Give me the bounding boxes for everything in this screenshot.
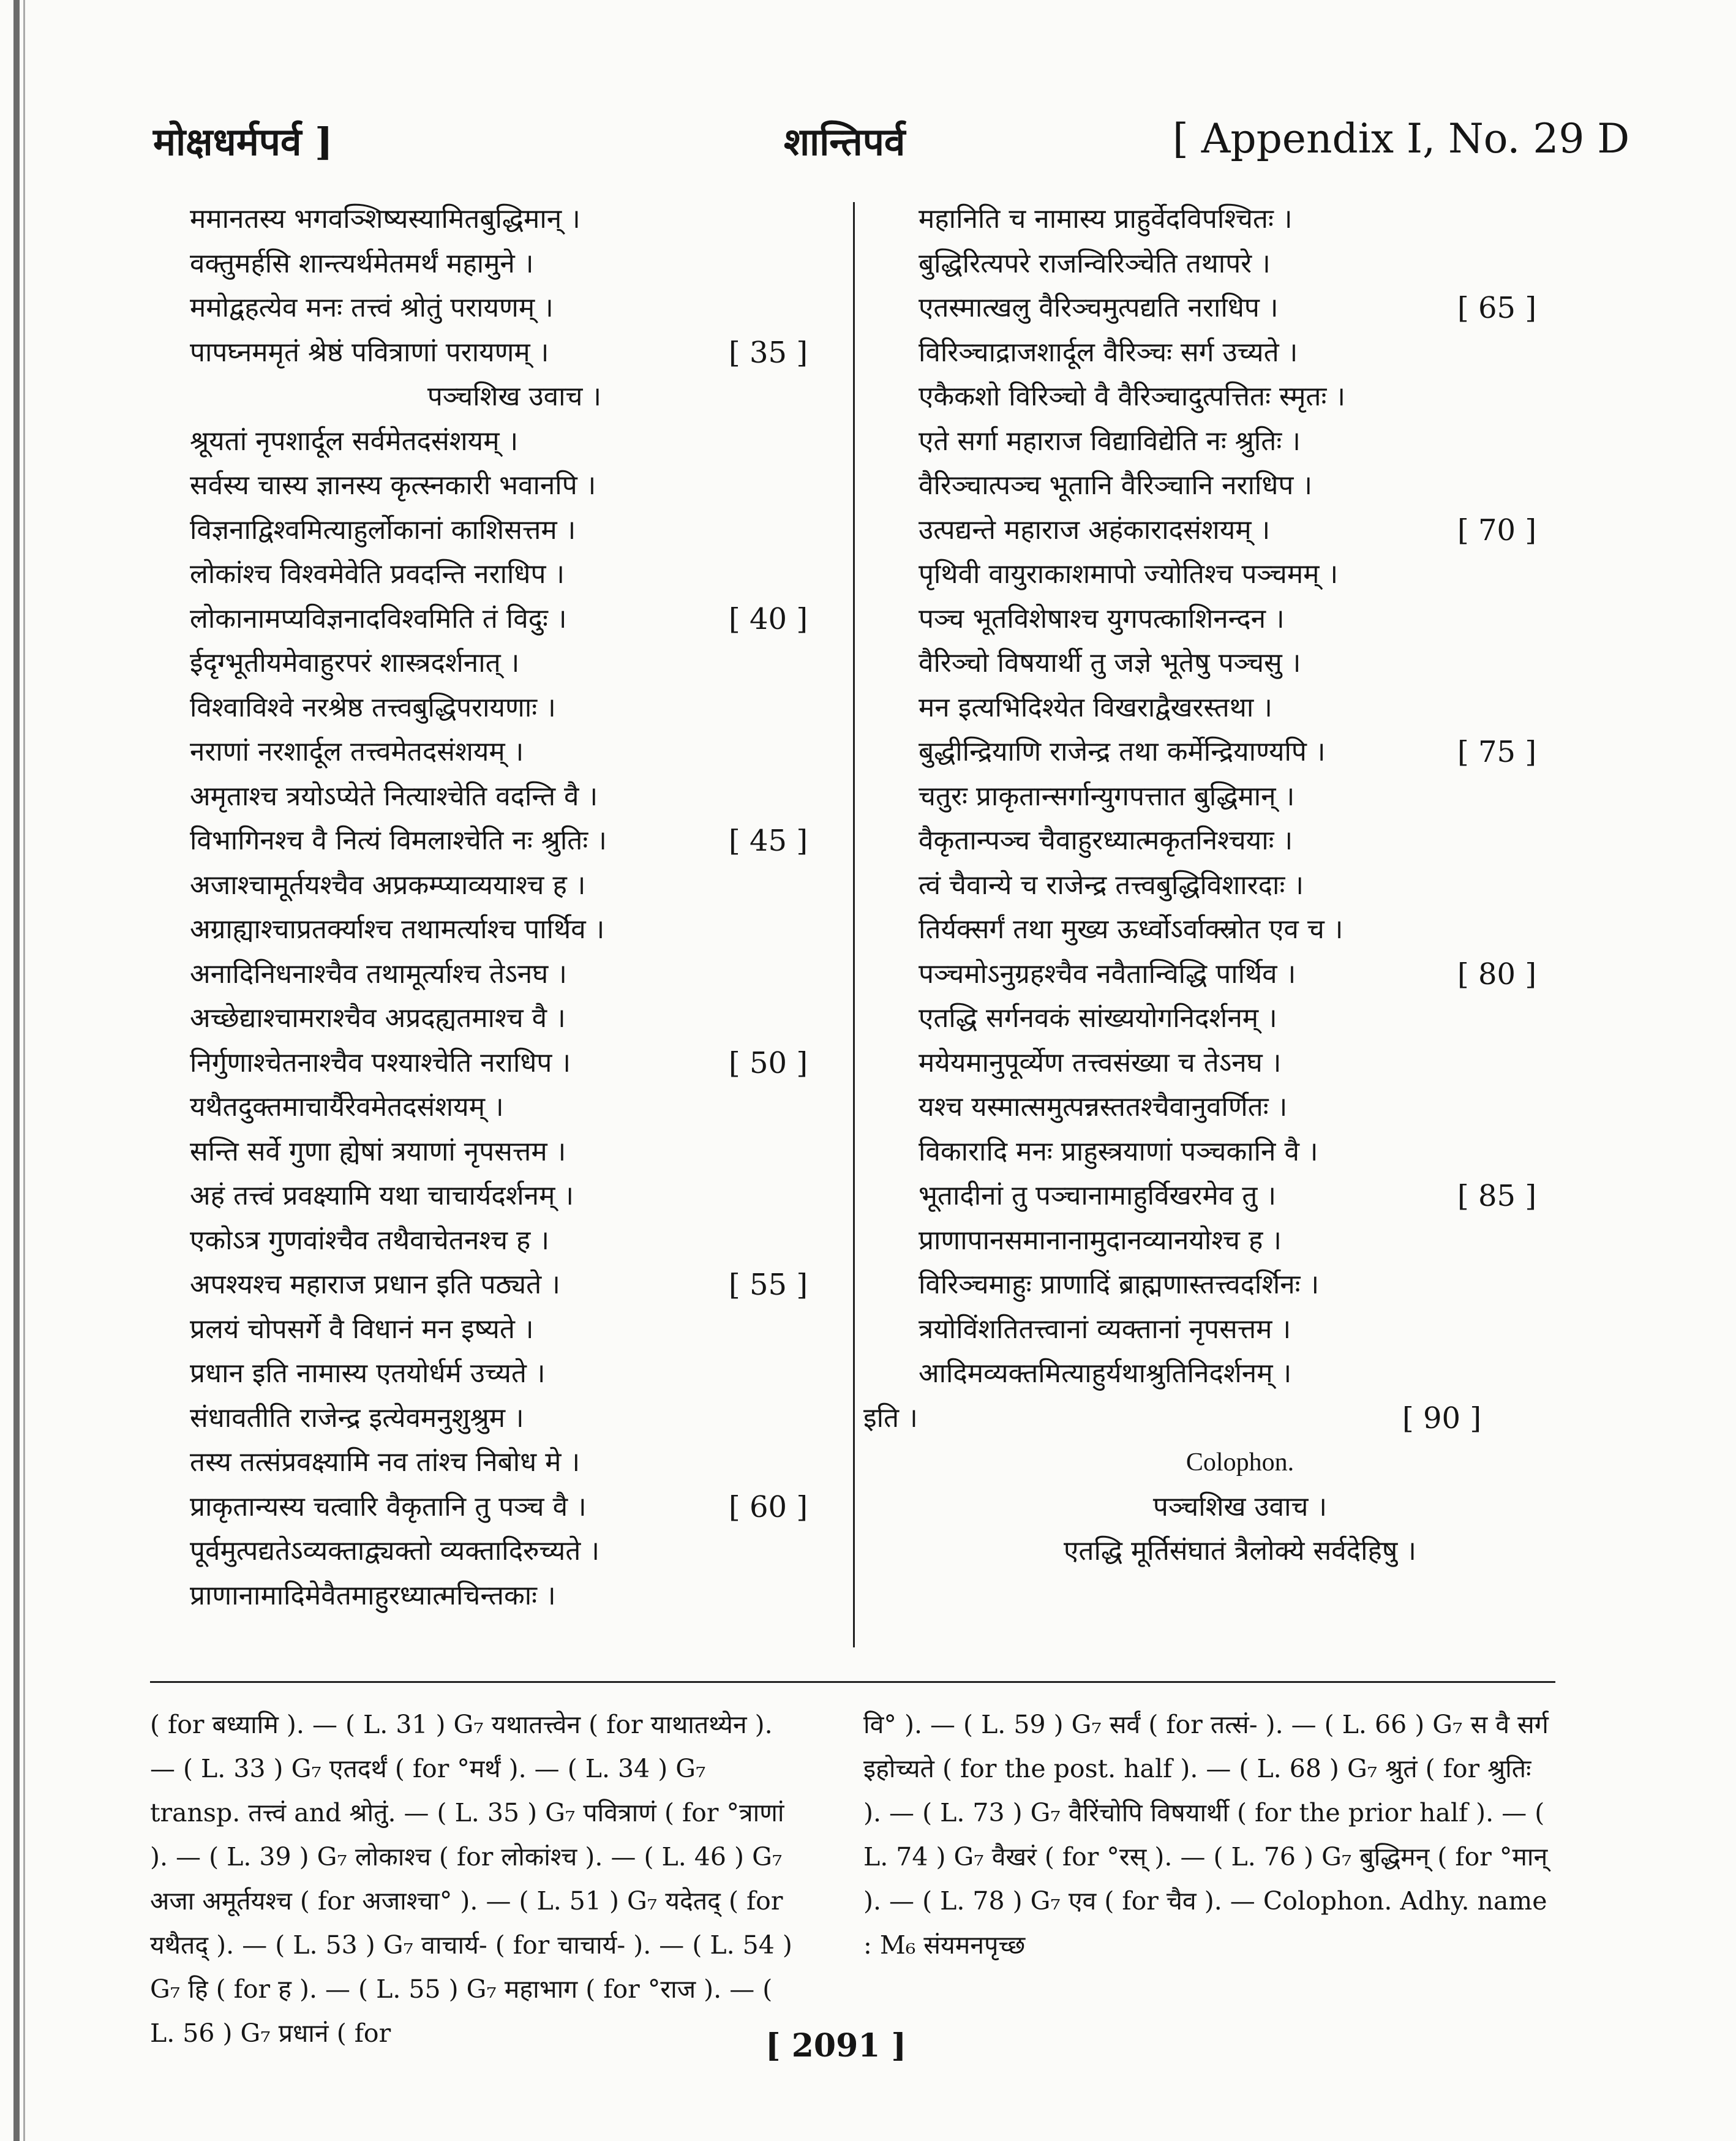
binding-edge-line xyxy=(23,0,25,2141)
verse-line xyxy=(190,1574,839,1619)
verse-number: [ 80 ] xyxy=(1457,957,1537,991)
verse-number: [ 40 ] xyxy=(729,601,808,636)
verse-line xyxy=(190,641,839,686)
verse-line xyxy=(190,1219,839,1263)
verse-text: तस्य तत्संप्रवक्ष्यामि नव तांश्च निबोध मे । xyxy=(190,1447,581,1478)
verse-text: अग्राह्याश्चाप्रतर्क्याश्च तथामर्त्याश्च पार्थिव । xyxy=(190,914,605,945)
verse-line xyxy=(919,597,1561,642)
verse-text: मयेयमानुपूर्व्येण तत्त्वसंख्या च तेऽनघ । xyxy=(919,1047,1282,1078)
verse-line xyxy=(190,730,839,775)
verse-line xyxy=(190,286,839,331)
verse-text: पञ्चशिख उवाच । xyxy=(427,381,602,412)
verse-line xyxy=(190,1396,839,1441)
verse-text: एकैकशो विरिञ्चो वै वैरिञ्चादुत्पत्तितः स्मृतः । xyxy=(919,381,1346,412)
verse-number: [ 50 ] xyxy=(729,1045,808,1080)
verse-text: निर्गुणाश्चेतनाश्चैव पश्याश्चेति नराधिप । xyxy=(190,1047,571,1078)
verse-line xyxy=(190,775,839,819)
verse-text: आदिमव्यक्तमित्याहुर्यथाश्रुतिनिदर्शनम् । xyxy=(919,1358,1292,1389)
verse-text: चतुरः प्राकृतान्सर्गान्युगपत्तात बुद्धिमान् । xyxy=(919,780,1295,812)
verse-line xyxy=(919,864,1561,908)
verse-line xyxy=(919,1263,1561,1308)
verse-line xyxy=(190,1041,839,1086)
verse-text: प्रलयं चोपसर्गे वै विधानं मन इष्यते । xyxy=(190,1313,534,1345)
verse-line xyxy=(919,508,1561,553)
verse-line xyxy=(190,1352,839,1396)
verse-text: प्रधान इति नामास्य एतयोर्धर्म उच्यते । xyxy=(190,1358,546,1389)
verse-text: लोकानामप्यविज्ञनादविश्वमिति तं विदुः । xyxy=(190,603,567,634)
verse-text: एतस्मात्खलु वैरिञ्चमुत्पद्यति नराधिप । xyxy=(919,292,1279,323)
verse-text: विज्ञनाद्विश्वमित्याहुर्लोकानां काशिसत्तम । xyxy=(190,514,576,546)
verse-line xyxy=(919,908,1561,952)
verse-number: [ 45 ] xyxy=(729,824,808,858)
verse-number: [ 70 ] xyxy=(1457,513,1537,547)
footnotes-right: वि° ). — ( L. 59 ) G₇ सर्वं ( for तत्सं- ). — ( L. 66 ) G₇ स वै सर्ग इहोच्यते ( for the post. half ). — ( L. 68 ) G₇ श्रुतं ( for श्रुतिः ). — ( L. 73 ) G₇ वैरिंचोपि विषयार्थी ( for the prior half ). — ( L. 74 ) G₇ वैखरं ( for °रस् ). — ( L. 76 ) G₇ बुद्धिमन् ( for °मान् ). — ( L. 78 ) G₇ एव ( for चैव ). — Colophon. Adhy. name : M₆ संयमनपृच्छ xyxy=(863,1710,1549,1960)
column-divider xyxy=(853,202,855,1647)
verse-line xyxy=(190,197,839,242)
verse-line xyxy=(919,1440,1561,1485)
verse-line xyxy=(190,908,839,952)
verse-text: एतद्धि सर्गनवकं सांख्ययोगनिदर्शनम् । xyxy=(919,1003,1277,1034)
verse-text: विश्वाविश्वे नरश्रेष्ठ तत्त्वबुद्धिपरायणाः । xyxy=(190,691,556,723)
verse-text: पञ्चमोऽनुग्रहश्चैव नवैतान्विद्धि पार्थिव । xyxy=(919,958,1296,990)
verse-line xyxy=(919,1485,1561,1530)
verse-line xyxy=(190,1263,839,1308)
verse-line xyxy=(919,1130,1561,1175)
verse-number: [ 85 ] xyxy=(1457,1179,1537,1213)
verse-line xyxy=(190,1440,839,1485)
verse-line xyxy=(190,508,839,553)
verse-line xyxy=(190,420,839,464)
verse-line xyxy=(190,464,839,508)
verse-line xyxy=(919,464,1561,508)
verse-text: त्वं चैवान्ये च राजेन्द्र तत्त्वबुद्धिविशारदाः । xyxy=(919,869,1304,901)
verse-text: पञ्चशिख उवाच । xyxy=(1152,1491,1328,1522)
verse-text: यथैतदुक्तमाचार्यैरेवमेतदसंशयम् । xyxy=(190,1091,504,1123)
verse-text: विरिञ्चाद्राजशार्दूल वैरिञ्चः सर्ग उच्यते । xyxy=(919,336,1298,368)
verse-text: पृथिवी वायुराकाशमापो ज्योतिश्च पञ्चमम् । xyxy=(919,559,1339,590)
verse-line xyxy=(190,996,839,1041)
verse-number: [ 35 ] xyxy=(729,335,808,370)
verse-text: Colophon. xyxy=(1186,1448,1294,1477)
verse-text: विभागिनश्च वै नित्यं विमलाश्चेति नः श्रुतिः । xyxy=(190,825,607,856)
verse-line xyxy=(919,1041,1561,1086)
verse-line xyxy=(919,242,1561,287)
verse-text: महानिति च नामास्य प्राहुर्वेदविपश्चितः । xyxy=(919,203,1293,235)
verse-line xyxy=(190,552,839,597)
verse-number: [ 90 ] xyxy=(1402,1401,1482,1435)
verse-text: त्रयोविंशतितत्त्वानां व्यक्तानां नृपसत्तम । xyxy=(919,1313,1291,1345)
verse-line xyxy=(919,197,1561,242)
verse-line xyxy=(190,597,839,642)
verse-text: संधावतीति राजेन्द्र इत्येवमनुशुश्रुम । xyxy=(190,1402,524,1434)
verse-line xyxy=(190,375,839,420)
verse-line xyxy=(919,552,1561,597)
verse-text: अनादिनिधनाश्चैव तथामूर्त्याश्च तेऽनघ । xyxy=(190,958,567,990)
verse-text: प्राकृतान्यस्य चत्वारि वैकृतानि तु पञ्च वै । xyxy=(190,1491,587,1522)
verse-line xyxy=(919,730,1561,775)
verse-text: अमृताश्च त्रयोऽप्येते नित्याश्चेति वदन्ति वै । xyxy=(190,780,598,812)
verse-line xyxy=(919,686,1561,731)
verse-text: विकारादि मनः प्राहुस्त्रयाणां पञ्चकानि वै । xyxy=(919,1135,1318,1167)
verse-text: अच्छेद्याश्चामराश्चैव अप्रदह्यतमाश्च वै । xyxy=(190,1003,566,1034)
binding-edge xyxy=(13,0,20,2141)
footnote-rule xyxy=(150,1681,1555,1683)
verse-line xyxy=(190,864,839,908)
verse-text: वक्तुमर्हसि शान्त्यर्थमेतमर्थं महामुने । xyxy=(190,247,534,279)
verse-line xyxy=(190,242,839,287)
verse-text: भूतादीनां तु पञ्चानामाहुर्विखरमेव तु । xyxy=(919,1180,1277,1211)
verse-line xyxy=(190,1308,839,1352)
verse-line xyxy=(919,420,1561,464)
verse-line xyxy=(190,1085,839,1130)
verse-line xyxy=(190,952,839,997)
verse-text: प्राणापानसमानानामुदानव्यानयोश्च ह । xyxy=(919,1224,1282,1256)
verse-line xyxy=(919,286,1561,331)
verse-text: अजाश्चामूर्तयश्चैव अप्रकम्प्याव्ययाश्च ह । xyxy=(190,869,586,901)
verse-number: [ 55 ] xyxy=(729,1268,808,1302)
verse-text: बुद्धीन्द्रियाणि राजेन्द्र तथा कर्मेन्द्रियाण्यपि । xyxy=(919,736,1326,767)
verse-text: सर्वस्य चास्य ज्ञानस्य कृत्स्नकारी भवानपि । xyxy=(190,470,596,501)
verse-line xyxy=(190,331,839,375)
footnotes-left: ( for बध्यामि ). — ( L. 31 ) G₇ यथातत्त्वेन ( for याथातथ्येन ). — ( L. 33 ) G₇ एतदर्थं ( for °मर्थं ). — ( L. 34 ) G₇ transp. तत्त्वं and श्रोतुं. — ( L. 35 ) G₇ पवित्राणं ( for °त्राणां ). — ( L. 39 ) G₇ लोकाश्च ( for लोकांश्च ). — ( L. 46 ) G₇ अजा अमूर्तयश्च ( for अजाश्चा° ). — ( L. 51 ) G₇ यदेतद् ( for यथैतद् ). — ( L. 53 ) G₇ वाचार्य- ( for चाचार्य- ). — ( L. 54 ) G₇ हि ( for ह ). — ( L. 55 ) G₇ महाभाग ( for °राज ). — ( L. 56 ) G₇ प्रधानं ( for xyxy=(150,1710,792,2048)
verse-text: पापघ्नममृतं श्रेष्ठं पवित्राणां परायणम् । xyxy=(190,336,549,368)
running-head-title: शान्तिपर्व xyxy=(784,119,906,164)
verse-text: वैकृतान्पञ्च चैवाहुरध्यात्मकृतनिश्चयाः । xyxy=(919,825,1293,856)
verse-line xyxy=(919,331,1561,375)
verse-text: ईदृग्भूतीयमेवाहुरपरं शास्त्रदर्शनात् । xyxy=(190,647,520,679)
verse-line xyxy=(919,1308,1561,1352)
verse-text: वैरिञ्चो विषयार्थी तु जज्ञे भूतेषु पञ्चसु । xyxy=(919,647,1301,679)
verse-text: नराणां नरशार्दूल तत्त्वमेतदसंशयम् । xyxy=(190,736,524,767)
verse-text: अपश्यश्च महाराज प्रधान इति पठ्यते । xyxy=(190,1269,560,1300)
verse-text: वैरिञ्चात्पञ्च भूतानि वैरिञ्चानि नराधिप । xyxy=(919,470,1313,501)
verse-line xyxy=(190,1130,839,1175)
verse-text: उत्पद्यन्ते महाराज अहंकारादसंशयम् । xyxy=(919,514,1271,546)
page-number: [ 2091 ] xyxy=(765,2027,907,2064)
verse-text: लोकांश्च विश्वमेवेति प्रवदन्ति नराधिप । xyxy=(190,559,565,590)
verse-text: पञ्च भूतविशेषाश्च युगपत्काशिनन्दन । xyxy=(919,603,1285,634)
verse-line xyxy=(190,819,839,864)
verse-line xyxy=(919,1174,1561,1219)
verse-number: [ 60 ] xyxy=(729,1489,808,1524)
verse-line xyxy=(919,952,1561,997)
verse-line xyxy=(919,1529,1561,1574)
verse-line xyxy=(919,641,1561,686)
verse-number: [ 65 ] xyxy=(1457,291,1537,325)
verse-line xyxy=(919,819,1561,864)
running-head-left: मोक्षधर्मपर्व ] xyxy=(153,119,333,164)
verse-column-left xyxy=(190,197,839,1618)
verse-text: अहं तत्त्वं प्रवक्ष्यामि यथा चाचार्यदर्शनम् । xyxy=(190,1180,574,1211)
verse-line xyxy=(919,775,1561,819)
verse-line xyxy=(863,1396,1561,1441)
verse-line xyxy=(919,1352,1561,1396)
verse-line xyxy=(919,996,1561,1041)
verse-line xyxy=(190,1485,839,1530)
verse-text: ममोद्वहत्येव मनः तत्त्वं श्रोतुं परायणम् । xyxy=(190,292,554,323)
verse-line xyxy=(190,686,839,731)
verse-line xyxy=(919,1219,1561,1263)
verse-number: [ 75 ] xyxy=(1457,735,1537,769)
running-head-right: [ Appendix I, No. 29 D xyxy=(1173,115,1630,162)
verse-text: ममानतस्य भगवञ्शिष्यस्यामितबुद्धिमान् । xyxy=(190,203,581,235)
verse-text: एतद्धि मूर्तिसंघातं त्रैलोक्ये सर्वदेहिषु । xyxy=(1064,1535,1416,1567)
verse-text: पूर्वमुत्पद्यतेऽव्यक्ताद्व्यक्तो व्यक्तादिरुच्यते । xyxy=(190,1535,600,1567)
verse-text: विरिञ्चमाहुः प्राणादिं ब्राह्मणास्तत्त्वदर्शिनः । xyxy=(919,1269,1320,1300)
verse-column-right xyxy=(863,197,1561,1574)
verse-text: तिर्यक्सर्गं तथा मुख्य ऊर्ध्वोऽर्वाक्स्रोत एव च । xyxy=(919,914,1343,945)
verse-text: यश्च यस्मात्समुत्पन्नस्ततश्चैवानुवर्णितः । xyxy=(919,1091,1288,1123)
verse-line xyxy=(190,1529,839,1574)
verse-text: श्रूयतां नृपशार्दूल सर्वमेतदसंशयम् । xyxy=(190,425,519,457)
verse-text: एकोऽत्र गुणवांश्चैव तथैवाचेतनश्च ह । xyxy=(190,1224,550,1256)
verse-line xyxy=(919,1085,1561,1130)
verse-line xyxy=(190,1174,839,1219)
verse-line xyxy=(919,375,1561,420)
verse-text: इति । xyxy=(863,1402,918,1434)
verse-text: बुद्धिरित्यपरे राजन्विरिञ्चेति तथापरे । xyxy=(919,247,1271,279)
verse-text: मन इत्यभिदिश्येत विखराद्वैखरस्तथा । xyxy=(919,691,1272,723)
verse-text: सन्ति सर्वे गुणा ह्येषां त्रयाणां नृपसत्तम । xyxy=(190,1135,566,1167)
verse-text: प्राणानामादिमेवैतमाहुरध्यात्मचिन्तकाः । xyxy=(190,1579,556,1611)
verse-text: एते सर्गा महाराज विद्याविद्येति नः श्रुतिः । xyxy=(919,425,1301,457)
